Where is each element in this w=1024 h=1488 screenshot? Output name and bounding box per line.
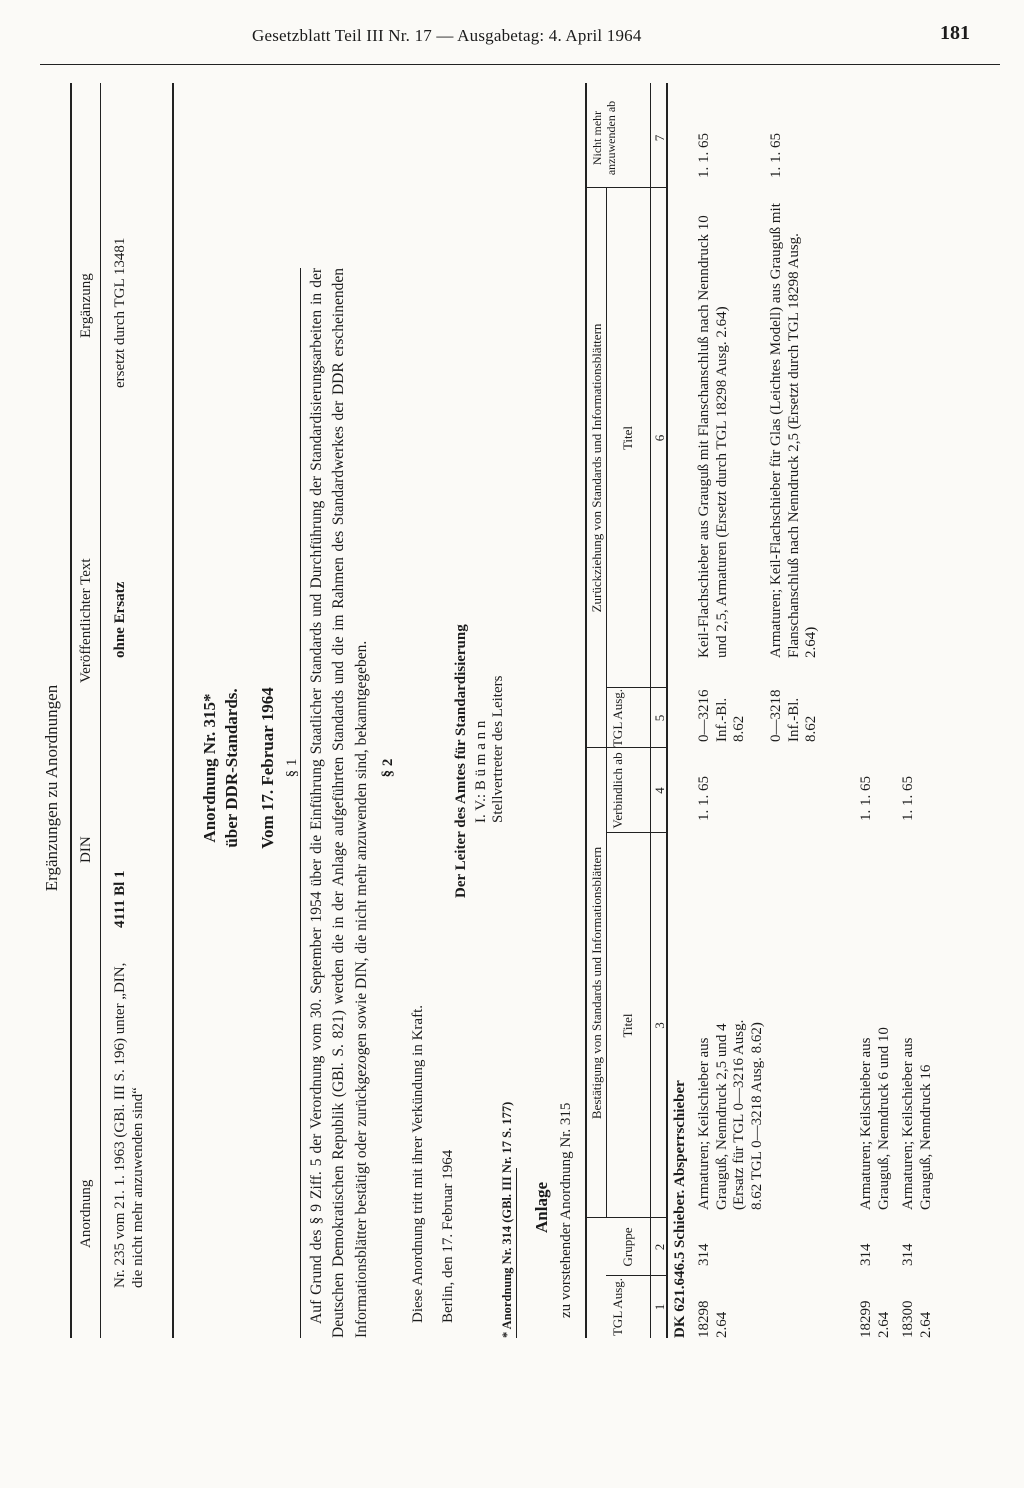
row3-gruppe: 314: [858, 1243, 874, 1266]
col-number-5: 5: [652, 714, 667, 722]
erg-table-header-rule: [100, 83, 101, 1338]
col-verbindlich-ab: Verbindlich ab: [610, 752, 625, 829]
ergaenzungen-heading: Ergänzungen zu Anordnungen: [42, 684, 61, 892]
col-tgl-ausg: TGL Ausg.: [610, 1277, 625, 1337]
row4-gruppe: 314: [900, 1243, 916, 1266]
col-nicht-mehr: Nicht mehr anzuwenden ab: [590, 100, 619, 176]
row1-tgl-old: 0—3216 Inf.-Bl. 8.62: [696, 689, 748, 742]
row1-ab: 1. 1. 65: [696, 776, 712, 821]
section-1-text: Auf Grund des § 9 Ziff. 5 der Verordnung vom 30. September 1954 über die Einführung Staatlicher Standards und Durchführung der Standardisierungsarbeiten in der Deutschen Demokratischen Republik (GBl. S. 821) werden die in der Anlage aufgeführten Standards und die im Rahmen des Standardwerkes der DDR erscheinenden Informationsblätter bestätigt oder zurückgezogen sowie DIN, die nicht mehr anzuwenden sind, bekanntgegeben.: [308, 268, 370, 1338]
erg-col-text: Veröffentlichter Text: [78, 558, 94, 683]
page-number: 181: [940, 22, 970, 44]
erg-row-din: 4111 Bl 1: [112, 870, 128, 928]
anordnung-title: Anordnung Nr. 315*: [200, 693, 219, 843]
col-number-4: 4: [652, 787, 667, 794]
col-number-6: 6: [652, 434, 667, 442]
row2-nicht-mehr: 1. 1. 65: [768, 133, 784, 178]
col-number-2: 2: [652, 1243, 667, 1251]
signer-iv: I. V.: B ü m a n n: [473, 720, 489, 823]
signer-title: Der Leiter des Amtes für Standardisierung: [453, 624, 469, 898]
anlage-subtitle: zu vorstehender Anordnung Nr. 315: [558, 1102, 574, 1318]
footnote: * Anordnung Nr. 314 (GBl. III Nr. 17 S. 177): [500, 1101, 514, 1338]
erg-row-erganzung: ersetzt durch TGL 13481: [112, 237, 128, 388]
erg-table-bottom-rule: [172, 83, 174, 1338]
row1-gruppe: 314: [696, 1243, 712, 1266]
erg-col-anordnung: Anordnung: [78, 1179, 94, 1248]
erg-col-din: DIN: [78, 836, 94, 863]
group-bestaetigung: Bestätigung von Standards und Informationsblättern: [589, 846, 604, 1120]
col-titel: Titel: [620, 1013, 635, 1038]
erg-col-erganzung: Ergänzung: [78, 273, 94, 338]
section-2-heading: § 2: [380, 758, 396, 778]
row1-nicht-mehr: 1. 1. 65: [696, 133, 712, 178]
anlage-table-top-rule: [585, 83, 587, 1338]
row1-tgl: 18298 2.64: [696, 1300, 730, 1338]
col-number-1: 1: [652, 1303, 667, 1311]
col-tgl-ausg-old: TGL Ausg.: [610, 688, 625, 748]
section-1-body: [306, 268, 373, 1338]
footnote-rule: [516, 1168, 517, 1338]
rotated-page-body: [0, 88, 1024, 1488]
col-number-7: 7: [652, 134, 667, 142]
place-date: Berlin, den 17. Februar 1964: [440, 1149, 456, 1323]
section-2-text: Diese Anordnung tritt mit ihrer Verkündung in Kraft.: [410, 1004, 426, 1323]
group-zurueckziehung: Zurückziehung von Standards und Informationsblättern: [589, 323, 604, 613]
dk-section-heading: DK 621.646.5 Schieber. Absperrschieber: [672, 1080, 688, 1338]
running-header: [40, 8, 1000, 65]
row2-titel-old: Armaturen; Keil-Flachschieber für Glas (Leichtes Modell) aus Grauguß mit Flanschanschluß nach Nenndruck 2,5 (Ersetzt durch TGL 18298 Ausg. 2.64): [768, 203, 820, 658]
row3-ab: 1. 1. 65: [858, 776, 874, 821]
row3-tgl: 18299 2.64: [858, 1300, 892, 1338]
row4-titel: Armaturen; Keilschieber aus Grauguß, Nenndruck 16: [900, 1037, 934, 1210]
erg-table-top-rule: [70, 83, 72, 1338]
header-title: Gesetzblatt Teil III Nr. 17 — Ausgabetag: 4. April 1964: [252, 26, 642, 45]
row1-titel-old: Keil-Flachschieber aus Grauguß mit Flanschanschluß nach Nenndruck 10 und 2,5, Armaturen (Ersetzt durch TGL 18298 Ausg. 2.64): [696, 215, 730, 658]
row1-titel: Armaturen; Keilschieber aus Grauguß, Nenndruck 2,5 und 4 (Ersatz für TGL 0—3216 Ausg. 8.62 TGL 0—3218 Ausg. 8.62): [696, 1019, 766, 1210]
anordnung-subtitle: über DDR-Standards.: [222, 688, 241, 848]
erg-row-anordnung: Nr. 235 vom 21. 1. 1963 (GBl. III S. 196) unter „DIN, die nicht mehr anzuwenden sind“: [112, 962, 146, 1288]
anordnung-date: Vom 17. Februar 1964: [258, 687, 277, 849]
row3-titel: Armaturen; Keilschieber aus Grauguß, Nenndruck 6 und 10: [858, 1027, 892, 1210]
anlage-title: Anlage: [532, 1182, 551, 1233]
col-titel-old: Titel: [620, 425, 635, 451]
erg-row-text: ohne Ersatz: [112, 581, 128, 658]
row4-tgl: 18300 2.64: [900, 1300, 934, 1338]
row4-ab: 1. 1. 65: [900, 776, 916, 821]
col-gruppe: Gruppe: [620, 1227, 635, 1267]
col-number-3: 3: [652, 1022, 667, 1029]
section-1-heading: § 1: [284, 758, 300, 778]
anlage-header-rule: [650, 83, 651, 1338]
anlage-group-rule: [606, 188, 607, 1218]
signer-role: Stellvertreter des Leiters: [490, 675, 506, 823]
row2-tgl-old: 0—3218 Inf.-Bl. 8.62: [768, 689, 820, 742]
